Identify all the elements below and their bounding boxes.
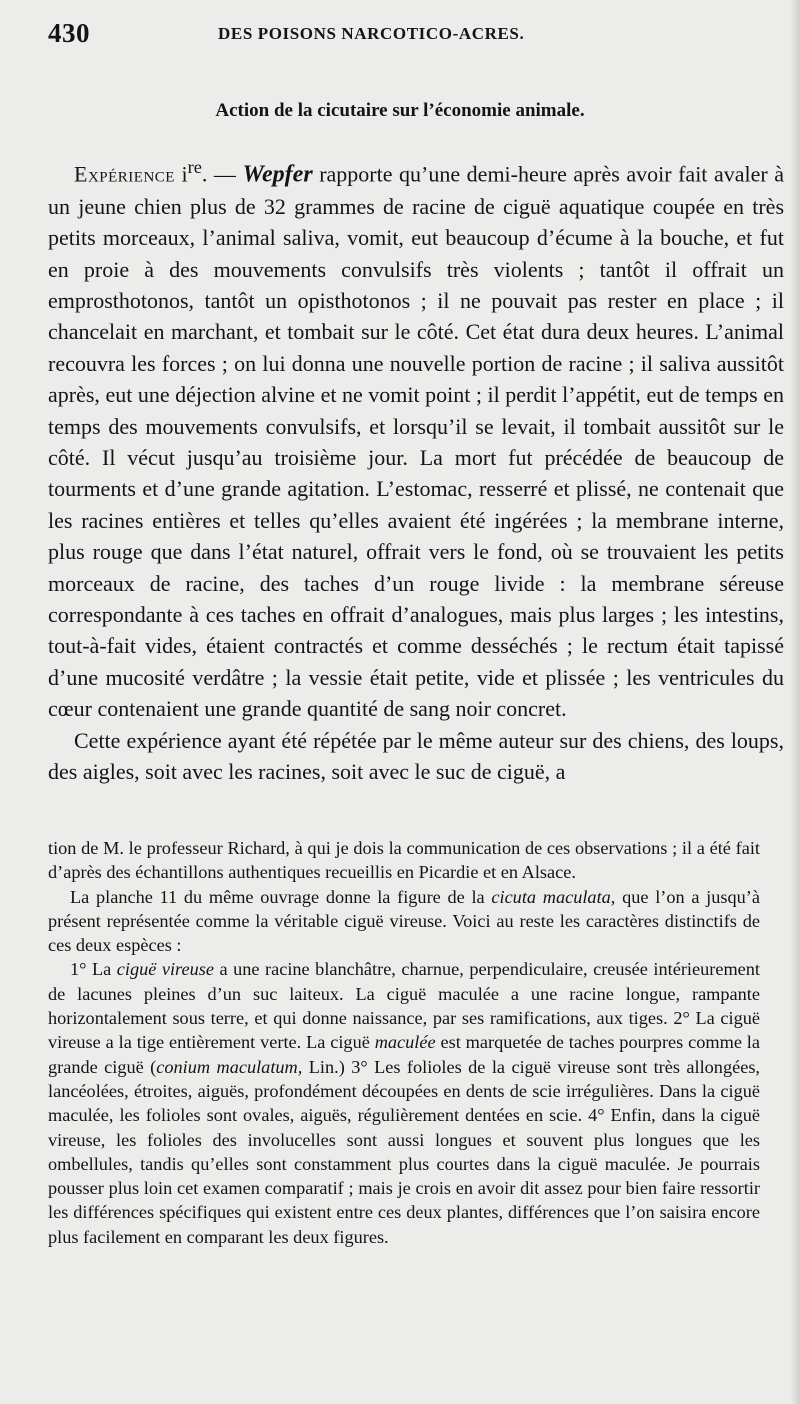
page-edge-shadow	[790, 0, 800, 1404]
experience-number-suffix: re	[187, 157, 202, 177]
footnote-p3-text-c: est marquetée de taches pourpres comme la grande ciguë (	[48, 1032, 760, 1077]
author-name: Wepfer	[242, 161, 313, 188]
page-header	[48, 18, 768, 54]
main-text	[48, 152, 784, 787]
species-name-cicuta-maculata: cicuta maculata	[491, 886, 611, 907]
paragraph-2: Cette expérience ayant été répétée par le même auteur sur des chiens, des loups, des aigles, soit avec les racines, soit avec le suc de ciguë, a	[48, 727, 784, 785]
footnote-p3-text-b: a une racine blanchâtre, charnue, perpendiculaire, creusée intérieurement de lacunes pleines d’un suc laiteux. La ciguë maculée a une racine longue, rampante horizontalement sous terre, et qui donne naissance, par ses ramifications, aux tiges. 2° La ciguë vireuse a la tige entièrement verte. La ciguë	[48, 959, 760, 1053]
footnote-p3-text-d: Lin.) 3° Les folioles de la ciguë vireuse sont très allongées, lancéolées, étroites, aiguës, profondément découpées en dents de scie irrégulières. Dans la ciguë maculée, les folioles sont ovales, aiguës, régulièrement dentées en scie. 4° Enfin, dans la ciguë vireuse, les folioles des involucelles sont aussi longues et souvent plus longues que les ombellules, tandis qu’elles sont constamment plus courtes dans la ciguë maculée. Je pourrais pousser plus loin cet examen comparatif ; mais je crois en avoir dit assez pour bien faire ressortir les différences spécifiques qui existent entre ces deux plantes, différences que l’on saisira encore plus facilement en comparant les deux figures.	[48, 1056, 760, 1247]
experience-paragraph	[48, 152, 784, 725]
footnote-p2-text-a: La planche 11 du même ouvrage donne la figure de la	[70, 886, 492, 907]
footnote-block	[48, 836, 760, 1249]
experience-number: i	[181, 161, 188, 187]
experience-dash: . —	[201, 161, 243, 187]
footnote-paragraph-1: tion de M. le professeur Richard, à qui je dois la communication de ces observations ; il a été fait d’après des échantillons authentiques recueillis en Picardie et en Alsace.	[48, 838, 760, 883]
section-title: Action de la cicutaire sur l’économie animale.	[215, 100, 585, 121]
running-title: DES POISONS NARCOTICO-ACRES.	[218, 24, 525, 43]
species-name-cigue-vireuse: ciguë vireuse	[116, 959, 214, 980]
experience-label: Expérience	[74, 161, 175, 187]
footnote-paragraph-2	[48, 885, 760, 958]
page-number: 430	[48, 18, 90, 48]
footnote-paragraph-3	[48, 957, 760, 1249]
species-name-conium-maculatum: conium maculatum,	[156, 1056, 303, 1077]
species-name-maculee: maculée	[374, 1032, 436, 1053]
footnote-p2-text-b: , que l’on a jusqu’à présent représentée comme la véritable ciguë vireuse. Voici au reste les caractères distinctifs de ces deux espèces :	[48, 886, 760, 956]
experience-text: rapporte qu’une demi-heure après avoir fait avaler à un jeune chien plus de 32 grammes de racine de ciguë aquatique coupée en très petits morceaux, l’animal saliva, vomit, eut beaucoup d’écume à la bouche, et fut en proie à des mouvements convulsifs très violents ; tantôt il offrait un emprosthotonos, tantôt un opisthotonos ; il ne pouvait pas rester en place ; il chancelait en marchant, et tombait sur le côté. Cet état dura deux heures. L’animal recouvra les forces ; on lui donna une nouvelle portion de racine ; il saliva aussitôt après, eut une déjection alvine et ne vomit point ; il perdit l’appétit, eut de temps en temps des mouvements convulsifs, et lorsqu’il se levait, il tombait aussitôt sur le côté. Il vécut jusqu’au troisième jour. La mort fut précédée de beaucoup de tourments et d’une grande agitation. L’estomac, resserré et plissé, ne contenait que les racines entières et telles qu’elles avaient été ingérées ; la membrane interne, plus rouge que dans l’état naturel, offrait vers le fond, où se trouvaient les petits morceaux de racine, des taches d’un rouge livide : la membrane séreuse correspondante à ces taches en offrait d’analogues, mais plus larges ; les intestins, tout-à-fait vides, étaient contractés et comme desséchés ; le rectum était tapissé d’une mucosité verdâtre ; la vessie était petite, vide et plissée ; les ventricules du cœur contenaient une grande quantité de sang noir concret.	[48, 161, 785, 722]
footnote-p3-text-a: 1° La	[70, 959, 117, 980]
